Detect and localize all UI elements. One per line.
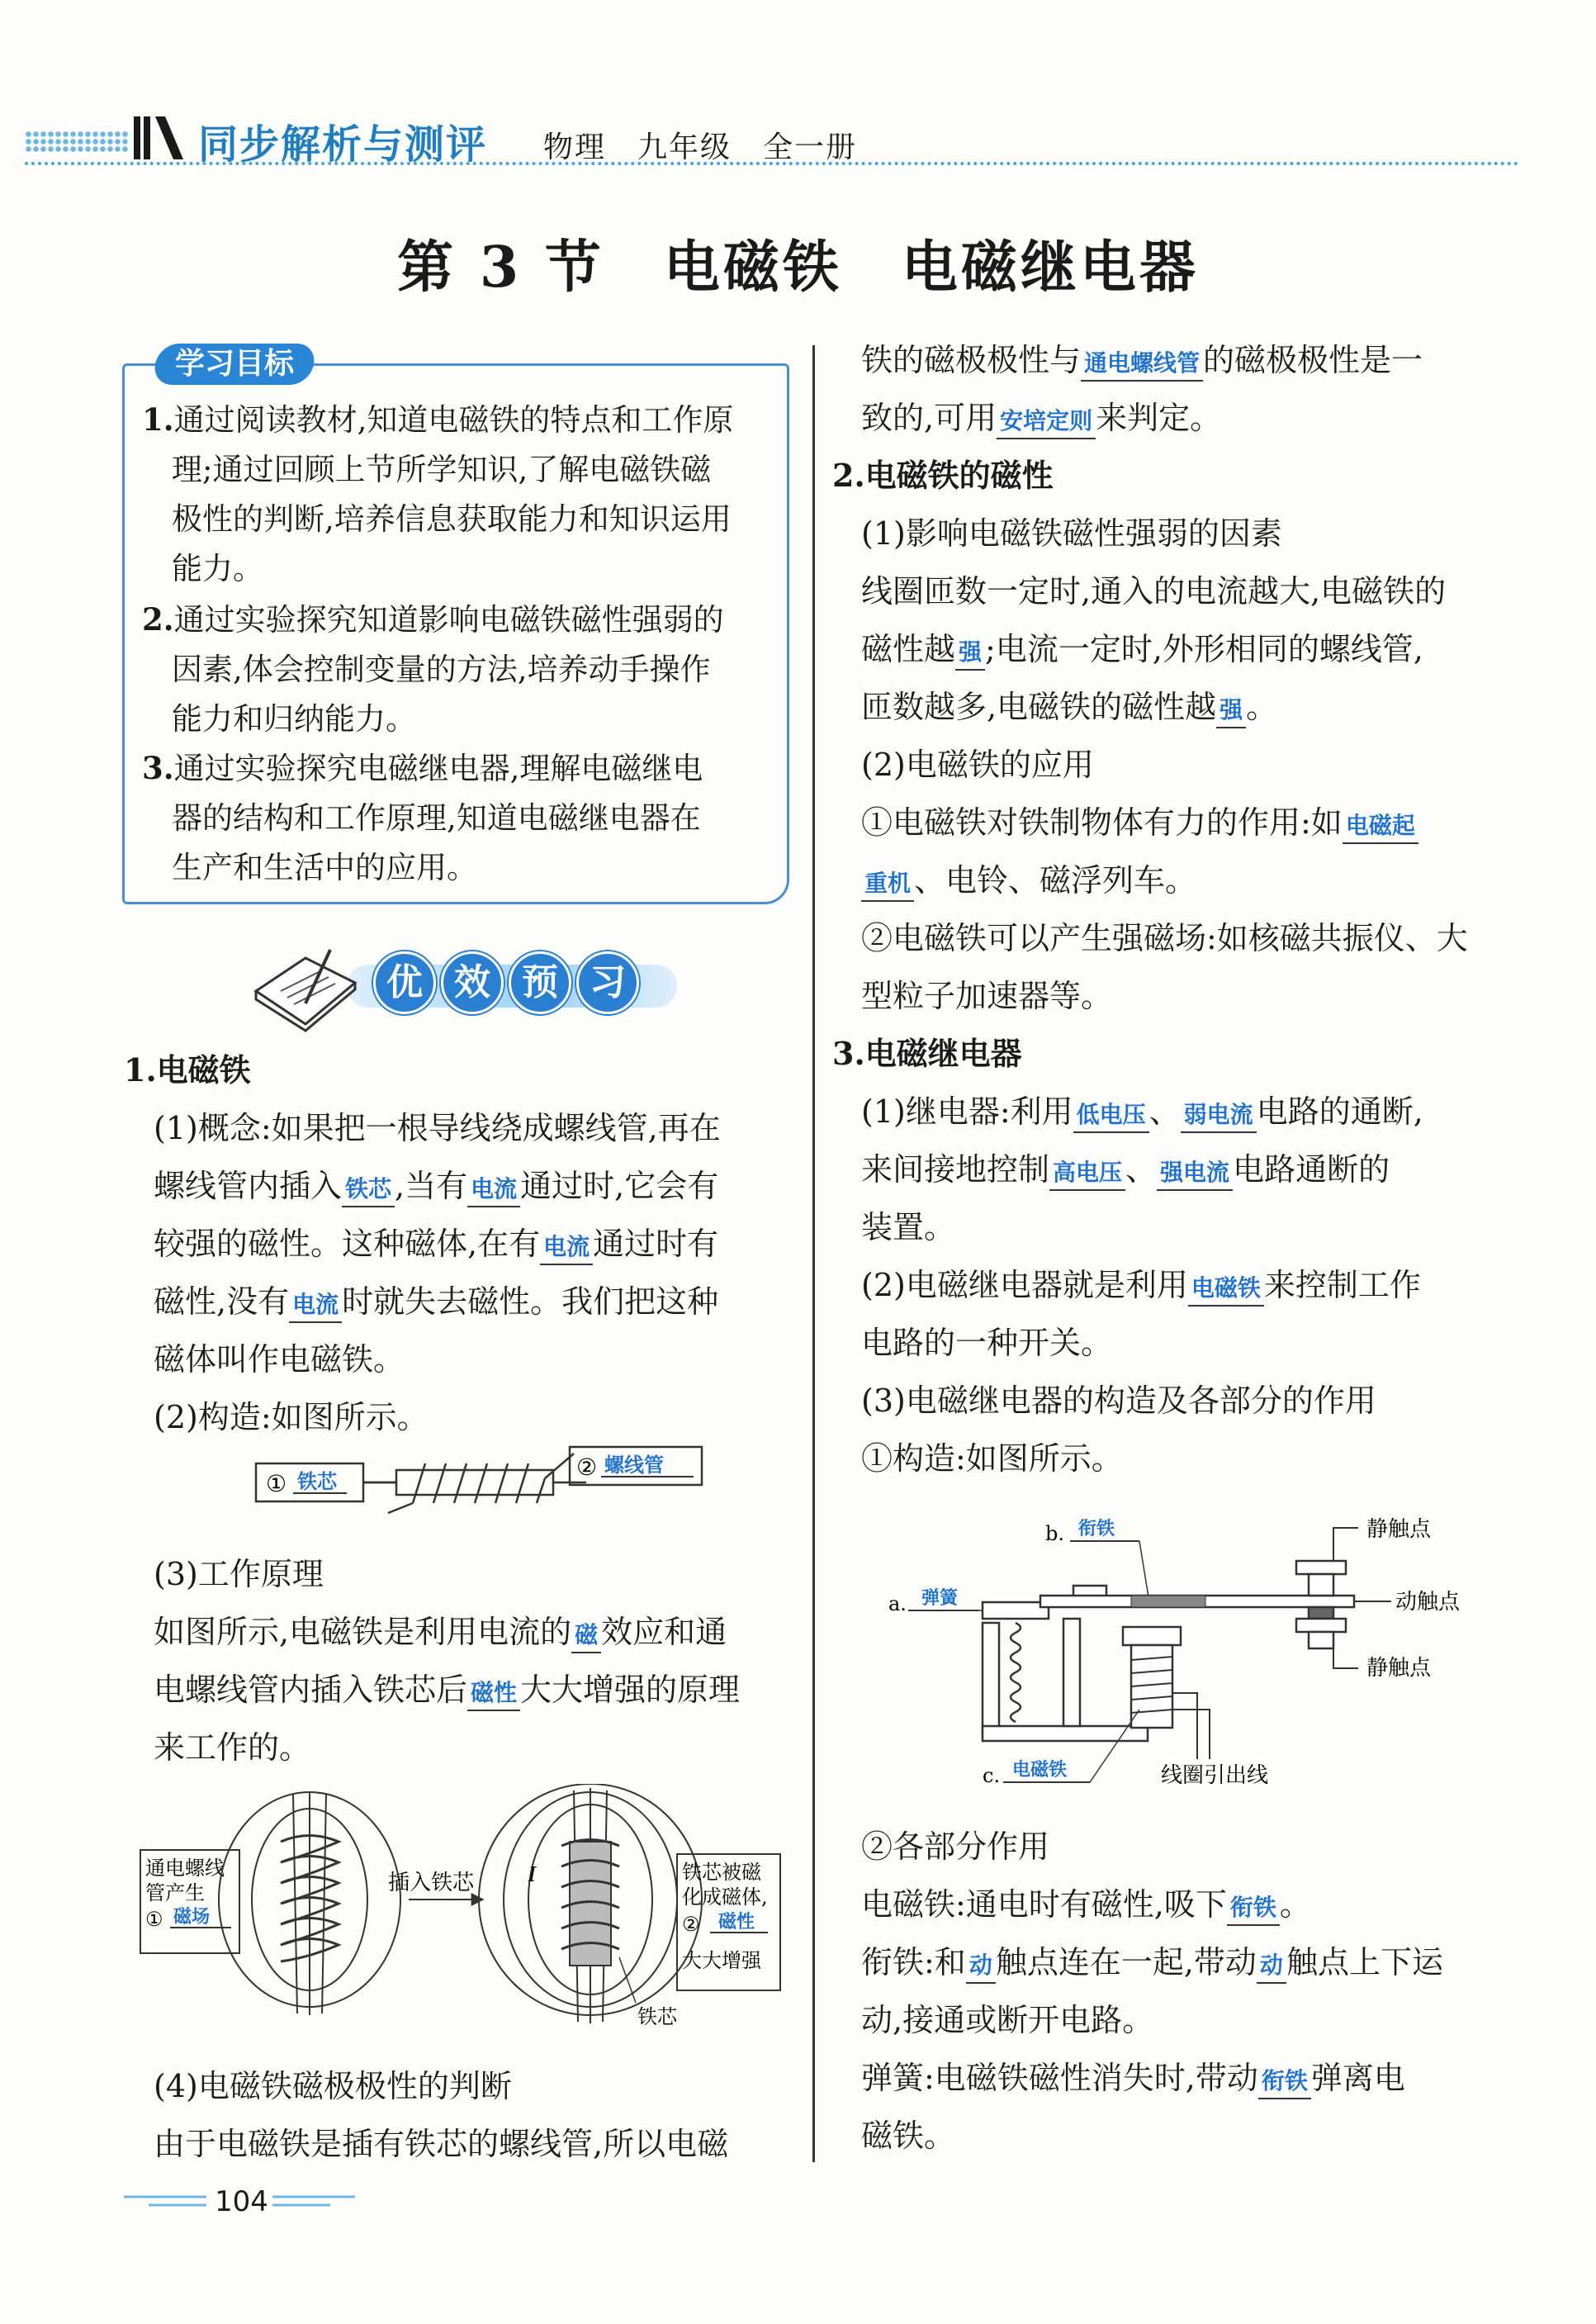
- text-line: 来工作的。: [154, 1729, 311, 1766]
- series-title: 同步解析与测评: [198, 121, 488, 168]
- heading-magnetism: 2.电磁铁的磁性: [832, 457, 1054, 494]
- answer-blank: 衔铁: [1227, 1891, 1280, 1926]
- goal-num: 3.: [142, 750, 174, 786]
- text-line: 如图所示,电磁铁是利用电流的 磁 效应和通: [154, 1613, 727, 1653]
- text-line: ②各部分作用: [861, 1828, 1050, 1865]
- fig3-coil-label: 线圈引出线: [1161, 1763, 1269, 1788]
- header-dots: [25, 130, 128, 152]
- spring-bracket: [983, 1602, 1049, 1619]
- electromagnet-structure-figure: [248, 1445, 710, 1536]
- goal-line: 能力。: [172, 551, 263, 586]
- field-lines-left: [219, 1792, 400, 2015]
- goal-line: 因素,体会控制变量的方法,培养动手操作: [172, 652, 711, 687]
- fig2-box2-num: ②: [682, 1913, 700, 1936]
- text-line: 磁铁。: [861, 2118, 956, 2154]
- fig2-blank-field: 磁场: [173, 1907, 211, 1928]
- text-line: ①构造:如图所示。: [861, 1440, 1123, 1477]
- text-line: (4)电磁铁磁极极性的判断: [154, 2068, 512, 2104]
- fig2-box2-tail: 大大增强: [682, 1949, 761, 1972]
- static-contact-bottom: [1296, 1619, 1346, 1632]
- fig3-b: b.: [1045, 1522, 1064, 1545]
- notebook-pen-icon: [248, 933, 363, 1032]
- fig2-box1-line1: 通电螺线: [145, 1857, 225, 1880]
- static-contact-top: [1296, 1561, 1346, 1574]
- fig3-c: c.: [983, 1764, 1001, 1787]
- text-line: (2)电磁铁的应用: [861, 747, 1094, 783]
- goal-line: 理;通过回顾上节所学知识,了解电磁铁磁: [172, 452, 712, 487]
- magnetic-field-figure: [132, 1784, 793, 2032]
- answer-blank: 电流: [289, 1288, 342, 1323]
- text-line: (1)继电器:利用 低电压 、 弱电流 电路的通断,: [861, 1093, 1423, 1133]
- spring-coil: [1011, 1623, 1021, 1722]
- text-line: 致的,可用 安培定则 来判定。: [861, 399, 1221, 439]
- answer-blank: 高电压: [1049, 1156, 1125, 1191]
- fig2-box1-line2: 管产生: [145, 1881, 205, 1904]
- answer-blank: 低电压: [1073, 1098, 1149, 1133]
- book-logo-icon: [132, 111, 190, 163]
- text-line: 磁性越 强 ;电流一定时,外形相同的螺线管,: [861, 630, 1423, 671]
- text-line: ②电磁铁可以产生强磁场:如核磁共振仪、大: [861, 920, 1468, 956]
- text-line: ①电磁铁对铁制物体有力的作用:如 电磁起: [861, 804, 1418, 844]
- fig3-static1: 静触点: [1366, 1517, 1432, 1542]
- text-line: (2)构造:如图所示。: [154, 1399, 429, 1435]
- text-line: (1)影响电磁铁磁性强弱的因素: [861, 515, 1282, 552]
- text-line: (1)概念:如果把一根导线绕成螺线管,再在: [154, 1110, 721, 1146]
- text-line: 重机 、电铃、磁浮列车。: [861, 861, 1196, 902]
- text-line: 磁性,没有 电流 时就失去磁性。我们把这种: [154, 1283, 718, 1323]
- text-line: 磁体叫作电磁铁。: [154, 1341, 405, 1378]
- frame-post: [983, 1623, 999, 1734]
- answer-blank: 电磁铁: [1188, 1272, 1264, 1307]
- text-line: 电磁铁:通电时有磁性,吸下 衔铁 。: [861, 1885, 1311, 1926]
- coil-windings: [388, 1454, 574, 1513]
- fig2-core-label: 铁芯: [637, 2005, 677, 2028]
- text-line: 匝数越多,电磁铁的磁性越 强 。: [861, 688, 1277, 728]
- text-line: 型粒子加速器等。: [861, 978, 1113, 1014]
- answer-blank: 电磁起: [1343, 809, 1418, 844]
- heading-relay: 3.电磁继电器: [832, 1035, 1022, 1072]
- text-line: 电螺线管内插入铁芯后 磁性 大大增强的原理: [154, 1671, 740, 1711]
- section-title: 第 3 节 电磁铁 电磁继电器: [397, 235, 1199, 301]
- answer-blank: 动: [966, 1949, 996, 1984]
- banner-char: 优: [373, 951, 436, 1014]
- fig1-blank-core: 铁芯: [297, 1470, 337, 1493]
- fig2-blank-magnetism: 磁性: [718, 1912, 755, 1933]
- goals-tag: [152, 344, 318, 385]
- goal-num: 1.: [142, 401, 174, 438]
- relay-figure: [883, 1503, 1478, 1800]
- text-line: 线圈匝数一定时,通入的电流越大,电磁铁的: [861, 573, 1447, 609]
- answer-blank: 磁: [571, 1619, 601, 1653]
- text-line: 弹簧:电磁铁磁性消失时,带动 衔铁 弹离电: [861, 2059, 1405, 2099]
- fig3-moving: 动触点: [1395, 1590, 1461, 1615]
- text-line: 铁的磁极极性与 通电螺线管 的磁极极性是一: [861, 341, 1423, 382]
- column-divider: [812, 345, 815, 2162]
- fig2-box2-line2: 化成磁体,: [682, 1885, 768, 1909]
- text-line: (3)工作原理: [154, 1556, 324, 1592]
- text-line: (3)电磁继电器的构造及各部分的作用: [861, 1383, 1376, 1419]
- fig3-blank-armature: 衔铁: [1078, 1519, 1115, 1539]
- fig3-blank-spring: 弹簧: [921, 1588, 959, 1609]
- text-line: 装置。: [861, 1209, 956, 1245]
- answer-blank: 动: [1257, 1949, 1286, 1984]
- fig1-blank-solenoid: 螺线管: [604, 1454, 664, 1477]
- armature-post: [1063, 1619, 1080, 1726]
- banner-char: 效: [441, 951, 504, 1014]
- goal-item-2: [142, 595, 776, 744]
- answer-blank: 磁性: [467, 1677, 520, 1711]
- goal-item-1: [142, 395, 776, 594]
- fig2-box2-line1: 铁芯被磁: [682, 1861, 761, 1884]
- heading-electromagnet: 1.电磁铁: [124, 1051, 251, 1088]
- goal-line: 器的结构和工作原理,知道电磁继电器在: [172, 800, 701, 836]
- text-line: 由于电磁铁是插有铁芯的螺线管,所以电磁: [154, 2126, 729, 2162]
- text-line: 动,接通或断开电路。: [861, 2002, 1154, 2038]
- goal-line: 生产和生活中的应用。: [172, 850, 477, 885]
- goal-line: 通过实验探究知道影响电磁铁磁性强弱的: [173, 602, 724, 638]
- text-line: 衔铁:和 动 触点连在一起,带动 动 触点上下运: [861, 1943, 1443, 1984]
- text-line: 螺线管内插入 铁芯 ,当有 电流 通过时,它会有: [154, 1167, 718, 1207]
- answer-blank: 强: [1216, 694, 1246, 728]
- goal-line: 通过阅读教材,知道电磁铁的特点和工作原: [173, 402, 734, 438]
- goal-item-3: [142, 743, 776, 893]
- header-rule: [25, 162, 1519, 165]
- fig1-num-2: ②: [576, 1454, 598, 1481]
- text-line: 电路的一种开关。: [861, 1325, 1113, 1361]
- fig2-current-label: I: [528, 1863, 537, 1886]
- answer-blank: 强: [955, 636, 985, 671]
- text-line: 较强的磁性。这种磁体,在有 电流 通过时有: [154, 1225, 718, 1265]
- answer-blank: 衔铁: [1258, 2065, 1311, 2099]
- answer-blank: 弱电流: [1181, 1098, 1257, 1133]
- goals-tag-label: 学习目标: [175, 347, 295, 381]
- fig3-blank-electromagnet: 电磁铁: [1012, 1760, 1068, 1781]
- fig1-num-1: ①: [266, 1470, 287, 1497]
- footer-rule-right: [272, 2189, 355, 2213]
- footer-rule-left: [124, 2189, 206, 2213]
- answer-blank: 安培定则: [997, 405, 1096, 439]
- answer-blank: 电流: [467, 1173, 520, 1207]
- banner-char: 预: [509, 951, 571, 1014]
- text-line: (2)电磁继电器就是利用 电磁铁 来控制工作: [861, 1266, 1421, 1307]
- fig2-box1-num: ①: [145, 1908, 163, 1931]
- fig3-static2: 静触点: [1366, 1656, 1432, 1681]
- banner-char: 习: [576, 951, 639, 1014]
- answer-blank: 重机: [861, 867, 914, 902]
- armature-plate: [1131, 1596, 1205, 1607]
- subject-info: 物理 九年级 全一册: [543, 130, 858, 164]
- fig3-a: a.: [888, 1592, 907, 1615]
- answer-blank: 通电螺线管: [1081, 347, 1203, 382]
- page-number: 104: [215, 2185, 268, 2218]
- answer-blank: 铁芯: [342, 1173, 395, 1207]
- goal-line: 极性的判断,培养信息获取能力和知识运用: [172, 501, 732, 537]
- fig2-arrow-label: 插入铁芯: [388, 1871, 475, 1895]
- goal-num: 2.: [142, 601, 174, 638]
- goal-line: 通过实验探究电磁继电器,理解电磁继电: [173, 751, 703, 786]
- answer-blank: 强电流: [1157, 1156, 1233, 1191]
- goal-line: 能力和归纳能力。: [172, 701, 416, 737]
- text-line: 来间接地控制 高电压 、 强电流 电路通断的: [861, 1150, 1390, 1191]
- answer-blank: 电流: [540, 1231, 593, 1265]
